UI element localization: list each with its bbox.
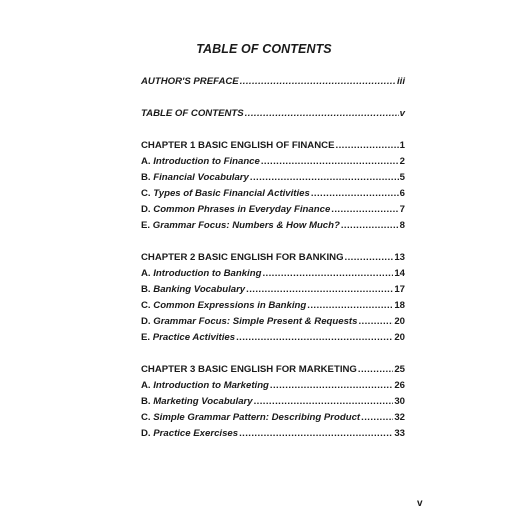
toc-entry-3a[interactable] xyxy=(141,379,405,393)
toc-entry-page: 17 xyxy=(394,284,405,295)
toc-entry-2c[interactable] xyxy=(141,299,405,313)
toc-entry-preface[interactable] xyxy=(141,75,405,89)
toc-entry-prefix: A. xyxy=(141,268,151,279)
leader-dots xyxy=(270,379,393,393)
toc-entry-3c[interactable] xyxy=(141,411,405,425)
toc-entry-page: 14 xyxy=(394,268,405,279)
toc-entry-label: CHAPTER 1 BASIC ENGLISH OF FINANCE xyxy=(141,140,335,151)
toc-chapter-1[interactable] xyxy=(141,139,405,153)
leader-dots xyxy=(240,75,396,89)
toc-entry-label: AUTHOR'S PREFACE xyxy=(141,76,239,87)
toc-entry-page: iii xyxy=(397,76,405,87)
toc-entry-page: 32 xyxy=(394,412,405,423)
toc-entry-page: v xyxy=(399,108,405,119)
toc-entry-prefix: E. xyxy=(141,332,151,343)
leader-dots xyxy=(307,299,393,313)
toc-entry-prefix: B. xyxy=(141,284,151,295)
toc-entry-page: 30 xyxy=(394,396,405,407)
toc-entry-1a[interactable] xyxy=(141,155,405,169)
toc-entry-contents[interactable] xyxy=(141,107,405,121)
toc-title: TABLE OF CONTENTS xyxy=(196,42,332,56)
toc-entry-prefix: B. xyxy=(141,396,151,407)
toc-entry-page: 18 xyxy=(394,300,405,311)
toc-entry-label: Introduction to Marketing xyxy=(153,380,269,391)
toc-chapter-3[interactable] xyxy=(141,363,405,377)
leader-dots xyxy=(261,155,399,169)
toc-entry-label: CHAPTER 3 BASIC ENGLISH FOR MARKETING xyxy=(141,364,357,375)
toc-entry-prefix: E. xyxy=(141,220,151,231)
leader-dots xyxy=(246,283,393,297)
toc-entry-prefix: C. xyxy=(141,412,151,423)
toc-entry-page: 13 xyxy=(394,252,405,263)
toc-entry-2a[interactable] xyxy=(141,267,405,281)
toc-entry-prefix: D. xyxy=(141,316,151,327)
toc-entry-label: Grammar Focus: Numbers & How Much? xyxy=(152,220,340,231)
toc-entry-label: Marketing Vocabulary xyxy=(153,396,253,407)
toc-entry-prefix: D. xyxy=(141,428,151,439)
toc-entry-page: 8 xyxy=(399,220,405,231)
toc-entry-1b[interactable] xyxy=(141,171,405,185)
toc-entry-page: 20 xyxy=(394,332,405,343)
toc-entry-prefix: B. xyxy=(141,172,151,183)
leader-dots xyxy=(345,251,394,265)
leader-dots xyxy=(262,267,393,281)
toc-entry-label: Banking Vocabulary xyxy=(153,284,246,295)
toc-entry-page: 6 xyxy=(399,188,405,199)
toc-entry-1d[interactable] xyxy=(141,203,405,217)
toc-entry-page: 25 xyxy=(394,364,405,375)
toc-entry-page: 26 xyxy=(394,380,405,391)
toc-entry-prefix: C. xyxy=(141,188,151,199)
toc-entry-label: TABLE OF CONTENTS xyxy=(141,108,244,119)
leader-dots xyxy=(236,331,393,345)
toc-entry-2e[interactable] xyxy=(141,331,405,345)
toc-entry-label: Common Expressions in Banking xyxy=(153,300,307,311)
toc-entry-label: CHAPTER 2 BASIC ENGLISH FOR BANKING xyxy=(141,252,344,263)
leader-dots xyxy=(358,315,393,329)
leader-dots xyxy=(254,395,394,409)
toc-entry-label: Introduction to Banking xyxy=(153,268,262,279)
toc-entry-label: Practice Exercises xyxy=(153,428,239,439)
toc-entry-prefix: A. xyxy=(141,380,151,391)
toc-chapter-2[interactable] xyxy=(141,251,405,265)
toc-entry-page: 33 xyxy=(394,428,405,439)
toc-entry-label: Practice Activities xyxy=(152,332,236,343)
toc-entry-label: Introduction to Finance xyxy=(153,156,260,167)
leader-dots xyxy=(361,411,393,425)
toc-entry-3b[interactable] xyxy=(141,395,405,409)
toc-entry-1c[interactable] xyxy=(141,187,405,201)
toc-entry-2b[interactable] xyxy=(141,283,405,297)
toc-entry-prefix: A. xyxy=(141,156,151,167)
leader-dots xyxy=(311,187,399,201)
leader-dots xyxy=(245,107,399,121)
leader-dots xyxy=(331,203,398,217)
toc-entry-label: Common Phrases in Everyday Finance xyxy=(153,204,331,215)
toc-entry-page: 20 xyxy=(394,316,405,327)
toc-entry-1e[interactable] xyxy=(141,219,405,233)
page-number: v xyxy=(417,498,423,509)
toc-entry-page: 7 xyxy=(399,204,405,215)
leader-dots xyxy=(341,219,399,233)
toc-entry-prefix: D. xyxy=(141,204,151,215)
leader-dots xyxy=(239,427,393,441)
toc-entry-label: Grammar Focus: Simple Present & Requests xyxy=(153,316,358,327)
toc-entry-label: Financial Vocabulary xyxy=(153,172,249,183)
toc-entry-3d[interactable] xyxy=(141,427,405,441)
toc-entry-label: Simple Grammar Pattern: Describing Product xyxy=(153,412,361,423)
leader-dots xyxy=(250,171,399,185)
toc-entry-label: Types of Basic Financial Activities xyxy=(153,188,310,199)
toc-entry-prefix: C. xyxy=(141,300,151,311)
leader-dots xyxy=(358,363,393,377)
toc-entry-2d[interactable] xyxy=(141,315,405,329)
toc-entry-page: 1 xyxy=(399,140,405,151)
leader-dots xyxy=(336,139,399,153)
toc-entry-page: 5 xyxy=(399,172,405,183)
toc-entry-page: 2 xyxy=(399,156,405,167)
